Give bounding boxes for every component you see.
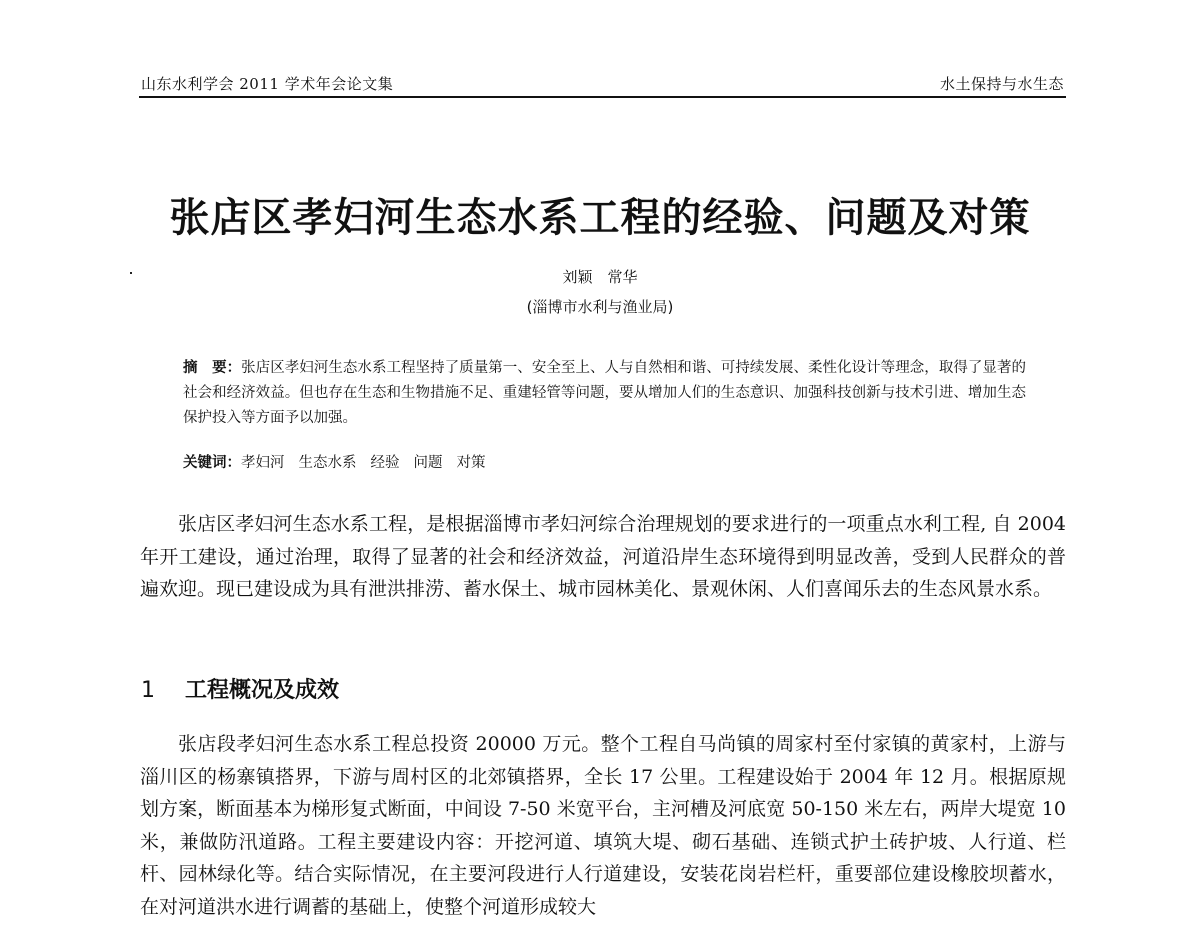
paper-title: 张店区孝妇河生态水系工程的经验、问题及对策 bbox=[169, 195, 1031, 241]
running-header-section: 水土保持与水生态 bbox=[939, 75, 1064, 93]
keywords-label: 关键词： bbox=[183, 455, 241, 471]
keyword: 经验 bbox=[370, 455, 400, 471]
keyword: 生态水系 bbox=[298, 455, 357, 471]
paper-authors: 刘颖 常华 bbox=[562, 268, 638, 286]
running-header-journal: 山东水利学会 2011 学术年会论文集 bbox=[141, 75, 394, 93]
abstract-paragraph bbox=[183, 356, 1026, 431]
abstract-label: 摘 要： bbox=[183, 360, 242, 376]
header-divider bbox=[139, 96, 1066, 98]
section-number: 1 bbox=[141, 678, 155, 703]
abstract-block bbox=[183, 356, 1026, 431]
keyword: 孝妇河 bbox=[241, 455, 285, 471]
intro-paragraph: 张店区孝妇河生态水系工程，是根据淄博市孝妇河综合治理规划的要求进行的一项重点水利工程, 自 2004 年开工建设，通过治理，取得了显著的社会和经济效益，河道沿岸生态环境得到明显改善，受到人民群众的普遍欢迎。现已建设成为具有泄洪排涝、蓄水保土、城市园林美化、景观休闲、人们喜闻乐去的生态风景水系。 bbox=[140, 513, 1066, 600]
section-title: 工程概况及成效 bbox=[185, 678, 340, 703]
abstract-text: 张店区孝妇河生态水系工程坚持了质量第一、安全至上、人与自然相和谐、可持续发展、柔性化设计等理念，取得了显著的社会和经济效益。但也存在生态和生物措施不足、重建轻管等问题，要从增加人们的生态意识、加强科技创新与技术引进、增加生态保护投入等方面予以加强。 bbox=[183, 360, 1026, 426]
paper-affiliation: (淄博市水利与渔业局) bbox=[526, 298, 674, 316]
keyword: 问题 bbox=[413, 455, 443, 471]
section-paragraph: 张店段孝妇河生态水系工程总投资 20000 万元。整个工程自马尚镇的周家村至付家镇的黄家村，上游与淄川区的杨寨镇搭界，下游与周村区的北郊镇搭界，全长 17 公里。工程建设始于 2004 年 12 月。根据原规划方案，断面基本为梯形复式断面，中间设 7-50 米宽平台，主河槽及河底宽 50-150 米左右，两岸大堤宽 10 米，兼做防汛道路。工程主要建设内容：开挖河道、填筑大堤、砌石基础、连锁式护土砖护坡、人行道、栏杆、园林绿化等。结合实际情况，在主要河段进行人行道建设，安装花岗岩栏杆，重要部位建设橡胶坝蓄水，在对河道洪水进行调蓄的基础上，使整个河道形成较大 bbox=[140, 733, 1066, 918]
keyword: 对策 bbox=[456, 455, 486, 471]
section-heading bbox=[141, 673, 339, 704]
keywords-line bbox=[183, 451, 500, 472]
